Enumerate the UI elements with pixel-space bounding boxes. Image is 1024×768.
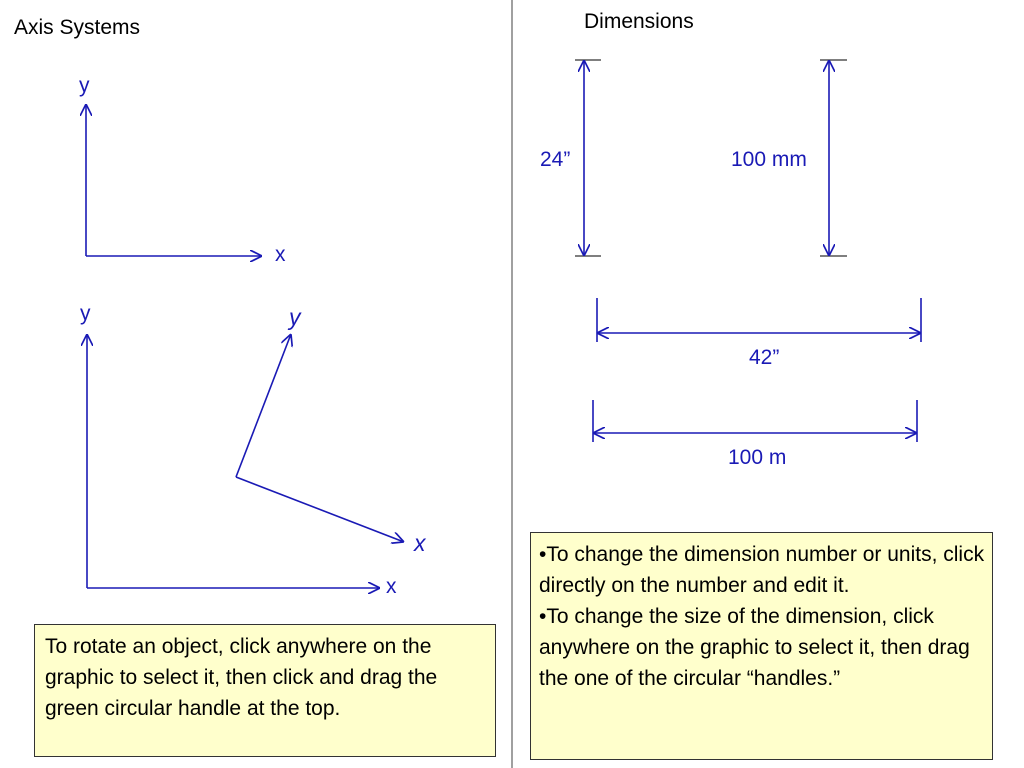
x-axis-label: x <box>275 243 286 266</box>
dimension-horizontal-inches[interactable] <box>597 298 921 342</box>
y-axis-label: y <box>80 302 91 325</box>
axes-upright-top[interactable] <box>86 104 262 256</box>
axes-rotated[interactable] <box>236 334 404 542</box>
y-axis-label: y <box>289 304 301 330</box>
rotate-instructions-note <box>34 624 496 757</box>
dimension-label-24-inches[interactable]: 24” <box>540 148 571 171</box>
x-axis-label: x <box>386 575 397 598</box>
y-axis-label: y <box>79 74 90 97</box>
dimension-vertical-mm[interactable] <box>820 60 847 256</box>
dimension-instruction-item: •To change the size of the dimension, click anywhere on the graphic to select it, then drag the one of the circular “handles.” <box>539 605 970 690</box>
dimension-instructions-note <box>530 532 993 760</box>
dimension-label-100-m[interactable]: 100 m <box>728 446 787 469</box>
dimension-label-100-mm[interactable]: 100 mm <box>731 148 807 171</box>
dimension-vertical-inches[interactable] <box>575 60 601 256</box>
y-axis-line <box>236 334 291 477</box>
x-axis-label: x <box>414 530 426 556</box>
x-axis-line <box>236 477 404 542</box>
dimension-horizontal-m[interactable] <box>593 400 917 442</box>
rotate-instructions-text: To rotate an object, click anywhere on the graphic to select it, then click and drag the green circular handle at the top. <box>45 635 438 720</box>
dimension-instruction-item: •To change the dimension number or units, click directly on the number and edit it. <box>539 543 985 597</box>
axis-systems-heading: Axis Systems <box>14 16 141 39</box>
axes-upright-bottom[interactable] <box>87 334 380 588</box>
dimension-label-42-inches[interactable]: 42” <box>749 346 780 369</box>
dimensions-heading: Dimensions <box>584 10 694 33</box>
